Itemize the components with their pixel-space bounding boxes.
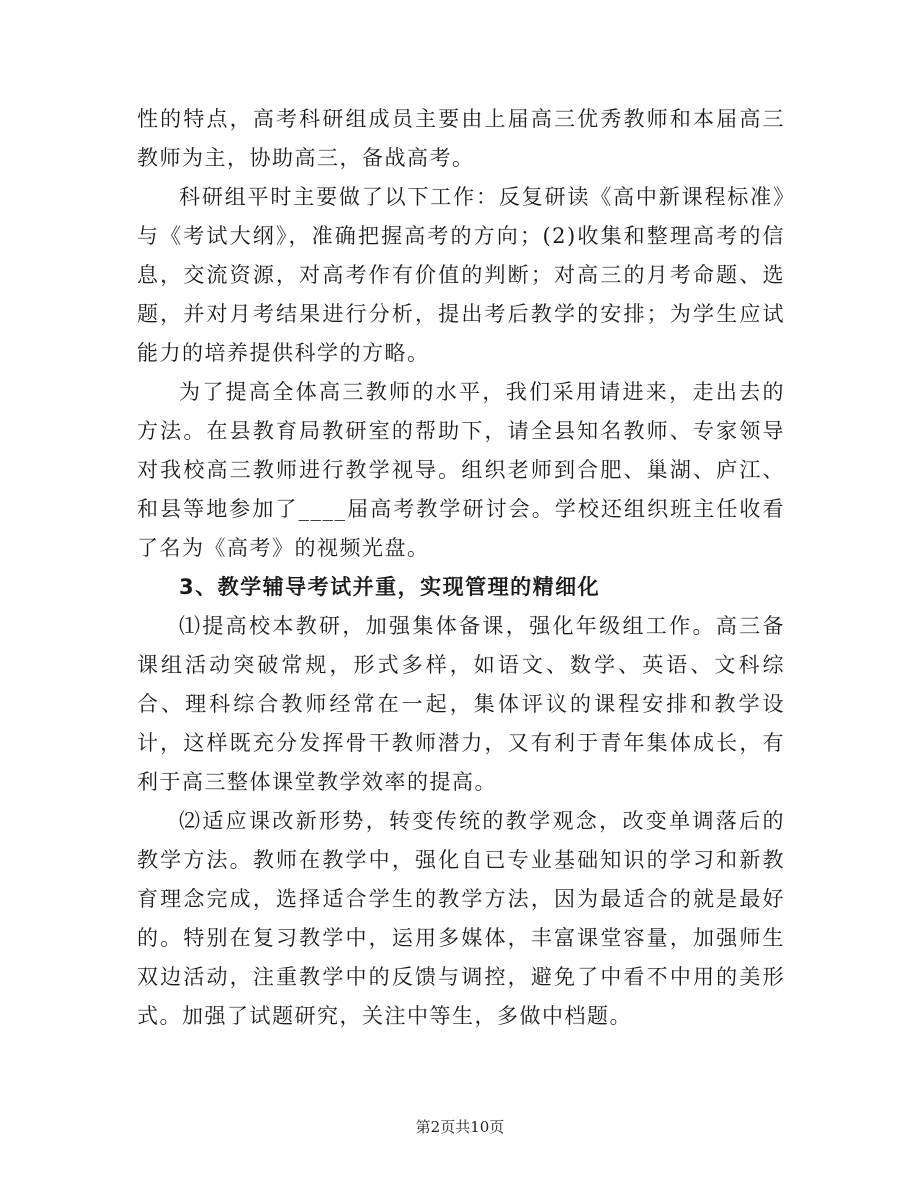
paragraph-teacher-training: 为了提高全体高三教师的水平，我们采用请进来，走出去的方法。在县教育局教研室的帮助下，请全县知名教师、专家领导对我校高三教师进行教学视导。组织老师到合肥、巢湖、庐江、和县等地参加了____届高考教学研讨会。学校还组织班主任收看了名为《高考》的视频光盘。 [137, 380, 785, 560]
page-number-footer: 第2页共10页 [415, 1118, 505, 1136]
section-heading: 3、教学辅导考试并重，实现管理的精细化 [179, 575, 601, 599]
document-body [137, 100, 785, 1036]
paragraph-teaching-reform: ⑵适应课改新形势，转变传统的教学观念，改变单调落后的教学方法。教师在教学中，强化自已专业基础知识的学习和新教育理念完成，选择适合学生的教学方法，因为最适合的就是最好的。特别在复习教学中，运用多媒体，丰富课堂容量，加强师生双边活动，注重教学中的反馈与调控，避免了中看不中用的美形式。加强了试题研究，关注中等生，多做中档题。 [137, 809, 785, 1028]
paragraph-school-research: ⑴提高校本教研，加强集体备课，强化年级组工作。高三备课组活动突破常规，形式多样，如语文、数学、英语、文科综合、理科综合教师经常在一起，集体评议的课程安排和教学设计，这样既充分发挥骨干教师潜力，又有利于青年集体成长，有利于高三整体课堂教学效率的提高。 [137, 614, 785, 794]
paragraph-continuation: 性的特点，高考科研组成员主要由上届高三优秀教师和本届高三教师为主，协助高三，备战高考。 [137, 107, 785, 170]
paragraph-research-work: 科研组平时主要做了以下工作：反复研读《高中新课程标准》与《考试大纲》，准确把握高考的方向；(2)收集和整理高考的信息，交流资源，对高考作有价值的判断；对高三的月考命题、选题，并对月考结果进行分析，提出考后教学的安排；为学生应试能力的培养提供科学的方略。 [137, 185, 785, 365]
